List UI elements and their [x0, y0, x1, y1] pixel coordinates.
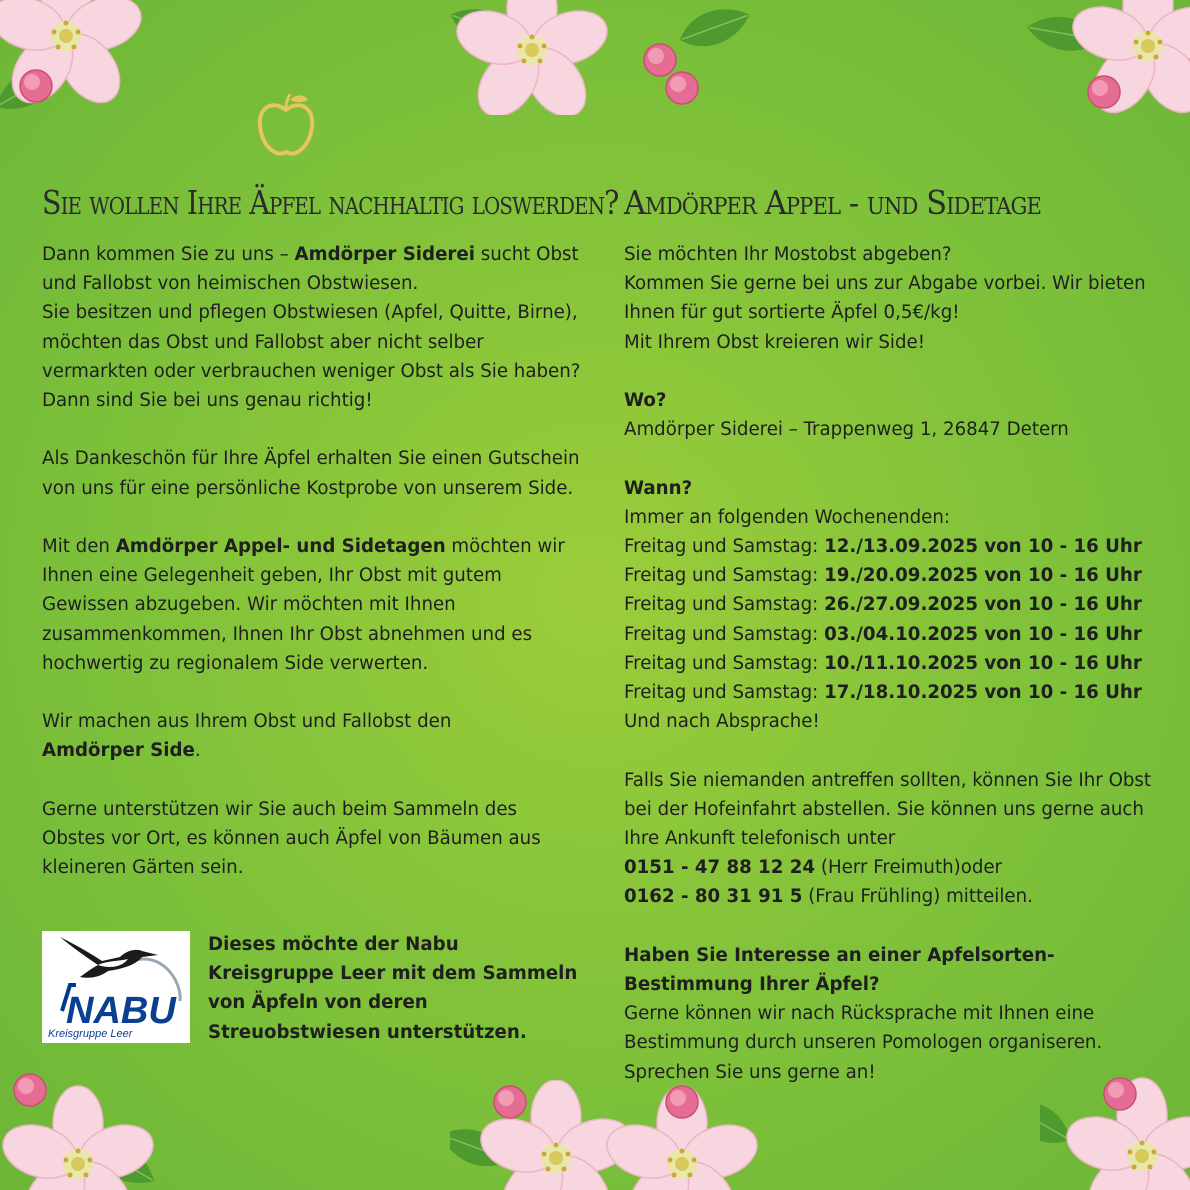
intro-line: Mit Ihrem Obst kreieren wir Side! [624, 331, 925, 353]
left-body [42, 240, 582, 882]
right-column [624, 176, 1164, 1087]
phone-number: 0162 - 80 31 91 5 [624, 886, 803, 908]
when-outro: Und nach Absprache! [624, 711, 820, 733]
when-intro: Immer an folgenden Wochenenden: [624, 506, 950, 528]
date-line: Freitag und Samstag: 19./20.09.2025 von 10 - 16 Uhr [624, 565, 1142, 587]
date-line: Freitag und Samstag: 10./11.10.2025 von 10 - 16 Uhr [624, 652, 1142, 674]
paragraph-intro: Dann kommen Sie zu uns – Amdörper Siderei sucht Obst und Fallobst von heimischen Obstwiesen. [42, 244, 579, 295]
intro-line: Sie möchten Ihr Mostobst abgeben? [624, 244, 952, 265]
nabu-logo-text: NABU [66, 990, 176, 1032]
interest-heading: Haben Sie Interesse an einer Apfelsorten-Bestimmung Ihrer Äpfel? [624, 944, 1055, 996]
blossom-decoration-bottom-right [1040, 1060, 1190, 1190]
paragraph-side: Wir machen aus Ihrem Obst und Fallobst den Amdörper Side. [42, 711, 452, 762]
phone-number: 0151 - 47 88 12 24 [624, 857, 816, 879]
apple-icon [254, 90, 318, 162]
paragraph-orchards: Sie besitzen und pflegen Obstwiesen (Apfel, Quitte, Birne), möchten das Obst und Fallobst aber nicht selber vermarkten oder verbrauchen weniger Obst als Sie haben? Dann sind Sie bei uns genau richtig! [42, 302, 581, 412]
blossom-decoration-top-center-right [640, 0, 760, 110]
nabu-logo-subtitle: Kreisgruppe Leer [48, 1028, 133, 1040]
where-address: Amdörper Siderei – Trappenweg 1, 26847 Detern [624, 419, 1069, 441]
right-body [624, 240, 1164, 1087]
blossom-decoration-bottom-left [0, 1064, 180, 1190]
intro-line: Kommen Sie gerne bei uns zur Abgabe vorbei. Wir bieten Ihnen für gut sortierte Äpfel 0,5€/kg! [624, 273, 1146, 324]
interest-text: Gerne können wir nach Rücksprache mit Ihnen eine Bestimmung durch unseren Pomologen organiseren. Sprechen Sie uns gerne an! [624, 1003, 1103, 1083]
left-column [42, 176, 619, 882]
nabu-logo [42, 931, 190, 1043]
date-line: Freitag und Samstag: 17./18.10.2025 von 10 - 16 Uhr [624, 682, 1142, 704]
contact-text: Falls Sie niemanden antreffen sollten, können Sie Ihr Obst bei der Hofeinfahrt abstellen. Sie können uns gerne auch Ihre Ankunft telefonisch unter [624, 769, 1152, 850]
paragraph-collect: Gerne unterstützen wir Sie auch beim Sammeln des Obstes vor Ort, es können auch Äpfel von Bäumen aus kleineren Gärten sein. [42, 798, 541, 879]
phone-line: 0162 - 80 31 91 5 (Frau Frühling) mitteilen. [624, 886, 1033, 908]
date-line: Freitag und Samstag: 12./13.09.2025 von 10 - 16 Uhr [624, 536, 1142, 557]
blossom-decoration-top-right [1010, 0, 1190, 130]
blossom-decoration-top-center-left [420, 0, 620, 115]
blossom-decoration-top-left [0, 0, 180, 120]
phone-line: 0151 - 47 88 12 24 (Herr Freimuth)oder [624, 857, 1003, 879]
date-line: Freitag und Samstag: 26./27.09.2025 von 10 - 16 Uhr [624, 594, 1142, 616]
nabu-support-text: Dieses möchte der Nabu Kreisgruppe Leer mit dem Sammeln von Äpfeln von deren Streuobstwiesen unterstützen. [208, 934, 578, 1043]
when-label: Wann? [624, 477, 693, 499]
paragraph-voucher: Als Dankeschön für Ihre Äpfel erhalten Sie einen Gutschein von uns für eine persönliche Kostprobe von unserem Side. [42, 448, 580, 499]
left-heading: Sie wollen Ihre Äpfel nachhaltig loswerden? [42, 183, 619, 222]
right-heading: Amdörper Appel - und Sidetage [624, 183, 1042, 222]
paragraph-days: Mit den Amdörper Appel- und Sidetagen möchten wir Ihnen eine Gelegenheit geben, Ihr Obst mit gutem Gewissen abzugeben. Wir möchten mit Ihnen zusammenkommen, Ihnen Ihr Obst abnehmen und es hochwertig zu regionalem Side verwerten. [42, 536, 565, 674]
date-line: Freitag und Samstag: 03./04.10.2025 von 10 - 16 Uhr [624, 623, 1142, 645]
where-label: Wo? [624, 390, 667, 411]
blossom-decoration-bottom-center-right [600, 1080, 760, 1190]
